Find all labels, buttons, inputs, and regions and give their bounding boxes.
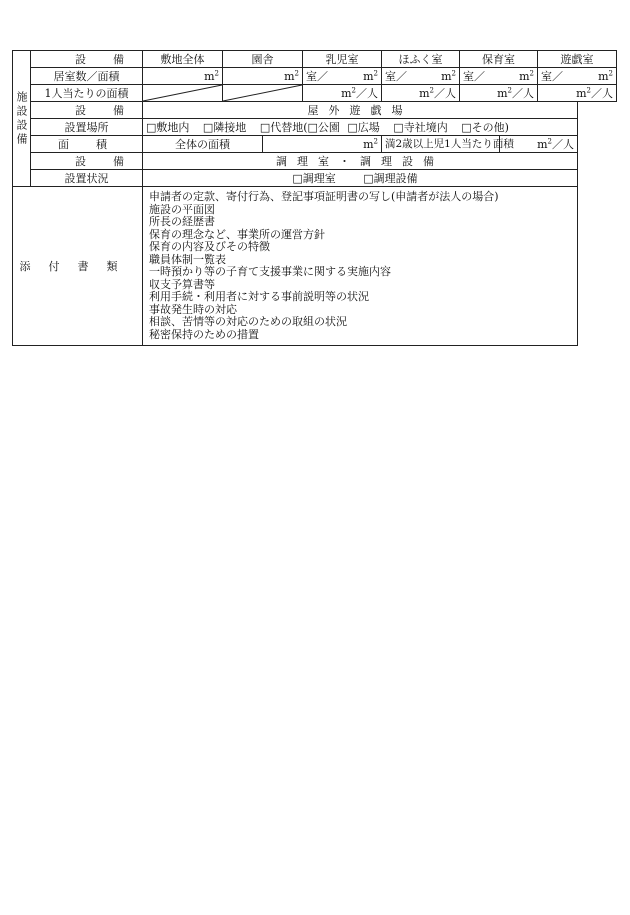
infant-rooms-cell[interactable]: 室／ $m^2$ xyxy=(303,68,382,85)
location-options xyxy=(143,119,578,136)
location-option-square[interactable]: □広場 xyxy=(347,120,380,134)
col-infant-room: 乳児室 xyxy=(303,51,382,68)
site-per-person-na xyxy=(143,85,223,102)
attachment-item: 相談、苦情等の対応のための取組の状況 xyxy=(149,315,347,328)
area-row xyxy=(13,136,617,153)
attachment-item: 事故発生時の対応 xyxy=(149,302,237,316)
kitchen-facility-label: 設 備 xyxy=(31,153,143,170)
outdoor-title: 屋外遊戯場 xyxy=(143,102,578,119)
attachment-item: 職員体制一覧表 xyxy=(149,252,226,266)
location-label: 設置場所 xyxy=(31,119,143,136)
kitchen-row xyxy=(13,153,617,170)
col-play-room: 遊戯室 xyxy=(538,51,617,68)
attachment-item: 施設の平面図 xyxy=(149,202,215,216)
outdoor-row xyxy=(13,102,617,119)
attachment-item: 利用手続・利用者に対する事前説明等の状況 xyxy=(149,290,369,303)
building-per-person-na xyxy=(223,85,303,102)
facility-label: 設 備 xyxy=(31,51,143,68)
attachments-label: 添付書類 xyxy=(13,187,143,346)
section-label: 施設設備 xyxy=(13,51,31,187)
install-status-row xyxy=(13,170,617,187)
facility-form xyxy=(12,50,617,346)
attachment-item: 収支予算書等 xyxy=(149,277,215,291)
location-option-other[interactable]: □その他) xyxy=(461,120,509,134)
rooms-row xyxy=(13,68,617,85)
play-per-person-cell[interactable]: $m^2/$人 xyxy=(538,85,617,102)
facility-table xyxy=(12,50,617,346)
total-area-label: 全体の面積 xyxy=(143,136,263,153)
nursery-per-person-cell[interactable]: $m^2/$人 xyxy=(460,85,538,102)
per-person-label: 1人当たりの面積 xyxy=(31,85,143,102)
per-child-area-value[interactable]: $m^2/$人 xyxy=(500,136,578,153)
install-option-kitchen[interactable]: □調理室 xyxy=(292,171,336,185)
attachment-item: 申請者の定款、寄付行為、登記事項証明書の写し(申請者が法人の場合) xyxy=(149,190,499,203)
attachment-item: 保育の理念など、事業所の運営方針 xyxy=(149,227,325,241)
nursery-rooms-cell[interactable]: 室／ $m^2$ xyxy=(460,68,538,85)
crawling-rooms-cell[interactable]: 室／ $m^2$ xyxy=(382,68,460,85)
play-rooms-cell[interactable]: 室／ $m^2$ xyxy=(538,68,617,85)
install-status-options xyxy=(143,170,578,187)
location-option-on-site[interactable]: □敷地内 xyxy=(146,120,190,134)
col-site: 敷地全体 xyxy=(143,51,223,68)
col-crawling-room: ほふく室 xyxy=(382,51,460,68)
install-option-equipment[interactable]: □調理設備 xyxy=(363,171,418,185)
attachment-item: 一時預かり等の子育て支援事業に関する実施内容 xyxy=(149,265,391,278)
col-nursery-room: 保育室 xyxy=(460,51,538,68)
attachment-item: 保育の内容及びその特徴 xyxy=(149,240,270,253)
attachments-list xyxy=(143,187,578,346)
facility-header-row xyxy=(13,51,617,68)
total-area-value[interactable]: $m^2$ xyxy=(263,136,382,153)
attachments-row xyxy=(13,187,617,346)
location-option-alternative[interactable]: □代替地(□公園 xyxy=(259,120,340,134)
col-building: 園舎 xyxy=(223,51,303,68)
infant-per-person-cell[interactable]: $m^2/$人 xyxy=(303,85,382,102)
outdoor-facility-label: 設 備 xyxy=(31,102,143,119)
location-row xyxy=(13,119,617,136)
rooms-label: 居室数／面積 xyxy=(31,68,143,85)
area-label: 面 積 xyxy=(31,136,143,153)
attachment-item: 所長の経歴書 xyxy=(149,215,215,228)
site-area-cell[interactable]: $m^2$ xyxy=(143,68,223,85)
kitchen-title: 調理室・調理設備 xyxy=(143,153,578,170)
per-person-row xyxy=(13,85,617,102)
location-option-adjacent[interactable]: □隣接地 xyxy=(202,120,247,134)
per-child-area-label: 満2歳以上児1人当たり面積 xyxy=(382,136,500,153)
crawling-per-person-cell[interactable]: $m^2/$人 xyxy=(382,85,460,102)
attachment-item: 秘密保持のための措置 xyxy=(149,327,259,341)
install-status-label: 設置状況 xyxy=(31,170,143,187)
location-option-temple[interactable]: □寺社境内 xyxy=(393,120,448,134)
building-area-cell[interactable]: $m^2$ xyxy=(223,68,303,85)
